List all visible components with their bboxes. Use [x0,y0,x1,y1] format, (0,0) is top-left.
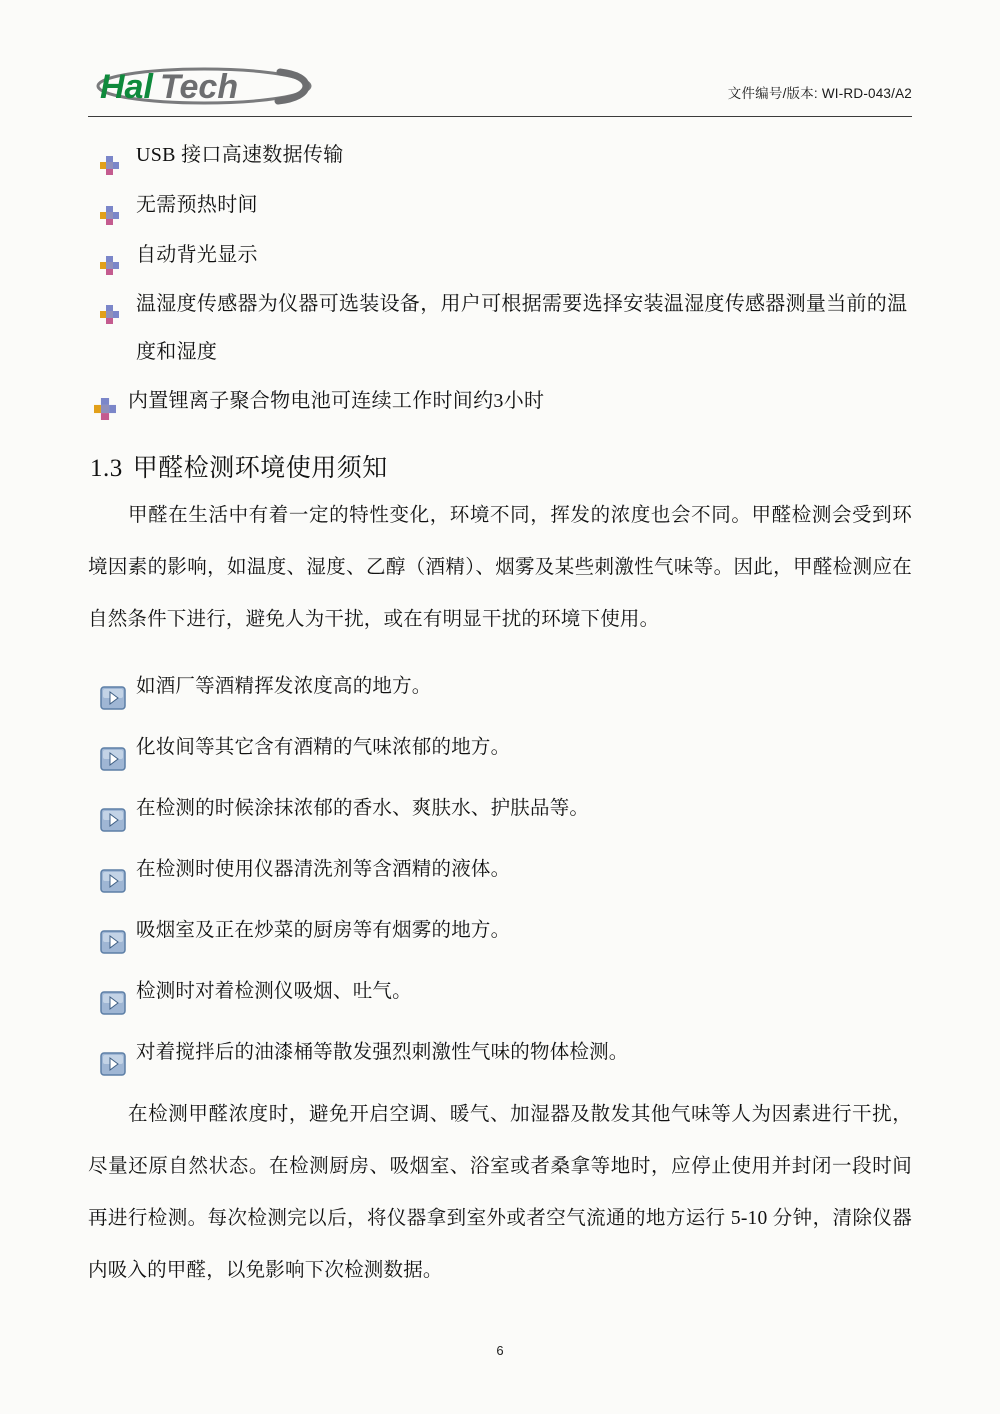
section-outro-paragraph: 在检测甲醛浓度时，避免开启空调、暖气、加湿器及散发其他气味等人为因素进行干扰，尽量还原自然状态。在检测厨房、吸烟室、浴室或者桑拿等地时，应停止使用并封闭一段时间再进行检测。每次检测完以后，将仪器拿到室外或者空气流通的地方运行 5-10 分钟，清除仪器内吸入的甲醛，以免影响下次检测数据。 [88,1104,912,1281]
list-item-label: 检测时对着检测仪吸烟、吐气。 [136,981,412,1002]
list-item-label: 对着搅拌后的油漆桶等散发强烈刺激性气味的物体检测。 [136,1042,629,1063]
list-item-label: USB 接口高速数据传输 [136,144,344,166]
list-item [88,778,912,839]
list-item-label: 化妆间等其它含有酒精的气味浓郁的地方。 [136,737,511,758]
list-item [88,961,912,1022]
document-code-value: WI-RD-043/A2 [821,86,912,101]
document-code [728,82,912,102]
plus-bullet-icon [100,244,119,263]
list-item [88,1022,912,1083]
section-intro-paragraph: 甲醛在生活中有着一定的特性变化，环境不同，挥发的浓度也会不同。甲醛检测会受到环境因素的影响，如温度、湿度、乙醇（酒精）、烟雾及某些刺激性气味等。因此，甲醛检测应在自然条件下进行，避免人为干扰，或在有明显干扰的环境下使用。 [88,505,912,630]
svg-text:Hal: Hal [100,68,153,106]
list-item-label: 无需预热时间 [136,194,258,216]
page-content [88,54,912,1344]
list-item-label: 温湿度传感器为仪器可选装设备，用户可根据需要选择安装温湿度传感器测量当前的温 [136,293,908,315]
play-arrow-icon [100,857,126,881]
plus-bullet-icon [100,194,119,213]
list-item-label: 如酒厂等酒精挥发浓度高的地方。 [136,676,432,697]
list-item [88,280,912,376]
plus-bullet-icon [100,294,119,313]
header-divider [88,116,912,117]
svg-text:Tech: Tech [160,68,239,106]
list-item-label: 在检测的时候涂抹浓郁的香水、爽肤水、护肤品等。 [136,798,590,819]
list-item [88,717,912,778]
section-heading [88,448,912,484]
list-item [88,130,912,180]
page-header [88,54,912,116]
list-item [88,376,912,426]
play-arrow-icon [100,979,126,1003]
play-arrow-icon [100,674,126,698]
list-item-label: 自动背光显示 [136,244,258,266]
list-item-label: 内置锂离子聚合物电池可连续工作时间约3小时 [128,390,545,412]
list-item [88,180,912,230]
play-arrow-icon [100,796,126,820]
list-item-label: 吸烟室及正在炒菜的厨房等有烟雾的地方。 [136,920,511,941]
list-item-label-continued: 度和湿度 [136,341,218,363]
section-number: 1.3 [90,455,123,482]
plus-bullet-icon [94,389,116,411]
list-item [88,656,912,717]
feature-list [88,130,912,426]
haltech-logo [92,60,312,112]
document-code-label: 文件编号/版本: [727,86,818,101]
section-title: 甲醛检测环境使用须知 [132,455,388,482]
list-item [88,839,912,900]
play-arrow-icon [100,918,126,942]
list-item [88,230,912,280]
play-arrow-icon [100,1040,126,1064]
plus-bullet-icon [100,144,119,163]
caution-list [88,656,912,1083]
list-item-label: 在检测时使用仪器清洗剂等含酒精的液体。 [136,859,511,880]
page-number: 6 [496,1343,504,1358]
play-arrow-icon [100,735,126,759]
list-item [88,900,912,961]
